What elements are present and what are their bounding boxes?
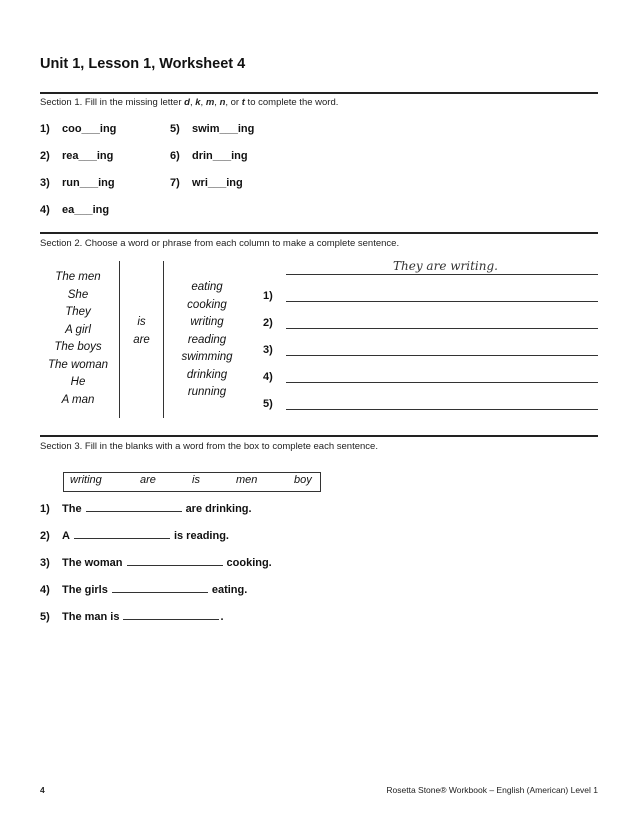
word-bank-item: are: [140, 474, 156, 486]
answer-line-2[interactable]: [286, 328, 598, 329]
section3-instruction: Section 3. Fill in the blanks with a word from the box to complete each sentence.: [40, 441, 378, 452]
column-divider: [163, 261, 164, 418]
example-sentence: They are writing.: [393, 259, 498, 273]
s1-item-6: 6) drin___ing: [170, 150, 248, 162]
word-bank-item: writing: [70, 474, 102, 486]
footer-text: Rosetta Stone® Workbook – English (American) Level 1: [386, 785, 598, 795]
s2-num-1: 1): [263, 290, 273, 302]
word-bank-item: men: [236, 474, 258, 486]
fill-blank[interactable]: [123, 609, 219, 620]
s3-item-1: 1) The are drinking.: [40, 503, 252, 515]
section-divider: [40, 232, 598, 234]
word-bank-item: boy: [294, 474, 312, 486]
answer-line-1[interactable]: [286, 301, 598, 302]
fill-blank[interactable]: [86, 501, 182, 512]
s3-item-2: 2) A is reading.: [40, 530, 229, 542]
s2-num-5: 5): [263, 398, 273, 410]
section-divider: [40, 92, 598, 94]
action-column: eating cooking writing reading swimming drinking running: [181, 281, 233, 398]
s2-num-2: 2): [263, 317, 273, 329]
s1-item-4: 4) ea___ing: [40, 204, 110, 216]
answer-line-4[interactable]: [286, 382, 598, 383]
section-divider: [40, 435, 598, 437]
fill-blank[interactable]: [127, 555, 223, 566]
section1-instruction: Section 1. Fill in the missing letter d, k, m, n, or t to complete the word.: [40, 97, 339, 108]
answer-line-5[interactable]: [286, 409, 598, 410]
s1-item-1: 1) coo___ing: [40, 123, 117, 135]
s3-item-5: 5) The man is .: [40, 611, 224, 623]
s1-item-2: 2) rea___ing: [40, 150, 114, 162]
subject-column: The men She They A girl The boys The woman He A man: [47, 271, 109, 406]
page-number: 4: [40, 785, 45, 795]
section2-instruction: Section 2. Choose a word or phrase from each column to make a complete sentence.: [40, 238, 400, 249]
worksheet-title: Unit 1, Lesson 1, Worksheet 4: [40, 56, 246, 72]
example-line: [286, 274, 598, 275]
s2-num-3: 3): [263, 344, 273, 356]
s1-item-7: 7) wri___ing: [170, 177, 243, 189]
s2-num-4: 4): [263, 371, 273, 383]
s3-item-4: 4) The girls eating.: [40, 584, 248, 596]
verb-column: is are: [133, 316, 150, 346]
fill-blank[interactable]: [74, 528, 170, 539]
s3-item-3: 3) The woman cooking.: [40, 557, 272, 569]
word-bank-item: is: [192, 474, 200, 486]
fill-blank[interactable]: [112, 582, 208, 593]
s1-item-5: 5) swim___ing: [170, 123, 255, 135]
word-bank-box: [63, 472, 321, 492]
answer-line-3[interactable]: [286, 355, 598, 356]
s1-item-3: 3) run___ing: [40, 177, 115, 189]
